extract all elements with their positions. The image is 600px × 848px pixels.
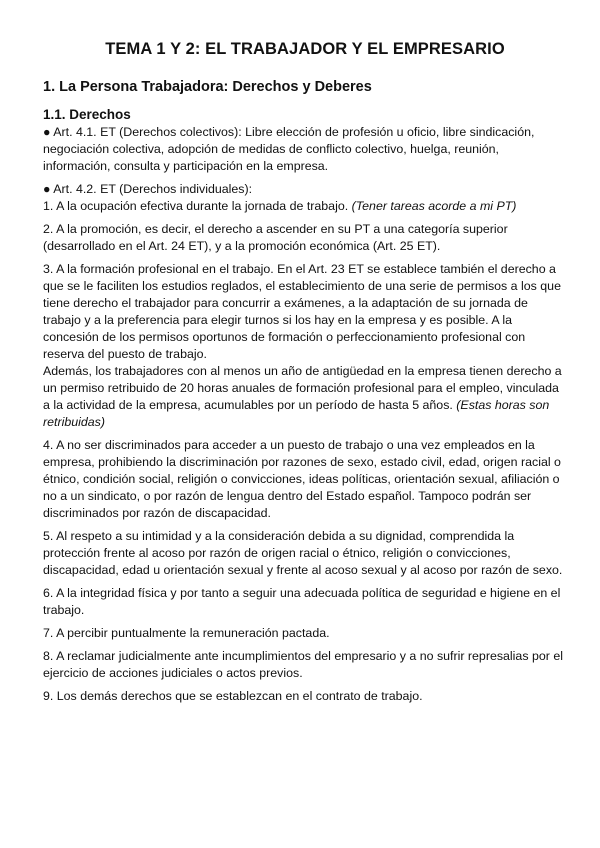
individual-rights-intro: ● Art. 4.2. ET (Derechos individuales):: [43, 182, 253, 196]
right-item-7: 7. A percibir puntualmente la remuneración pactada.: [43, 626, 330, 640]
right-item-1: [43, 198, 567, 215]
right-item-3-additional-note: (Estas horas son retribuidas): [43, 398, 550, 429]
right-item-3: 3. A la formación profesional en el trabajo. En el Art. 23 ET se establece también el derecho a que se le faciliten los estudios reglados, el establecimiento de una serie de permisos a los que tiene derecho el trabajador para concurrir a exámenes, a la adaptación de su jornada de trabajo y a la preferencia para elegir turnos si los hay en la empresa y es posible. A la concesión de los permisos oportunos de formación o perfeccionamiento profesional con reserva del puesto de trabajo.: [43, 262, 561, 361]
subsection-heading: 1.1. Derechos: [43, 107, 131, 122]
right-item-1-note: (Tener tareas acorde a mi PT): [351, 199, 517, 213]
right-item-3-additional-text: Además, los trabajadores con al menos un año de antigüedad en la empresa tienen derecho a un permiso retribuido de 20 horas anuales de formación profesional para el empleo, vinculada a la actividad de la empresa, acumulables por un período de hasta 5 años.: [43, 364, 562, 412]
right-item-3-additional: [43, 363, 567, 431]
document-title: TEMA 1 Y 2: EL TRABAJADOR Y EL EMPRESARIO: [105, 40, 505, 58]
document-page: [43, 40, 567, 711]
right-item-9: 9. Los demás derechos que se establezcan en el contrato de trabajo.: [43, 689, 423, 703]
collective-rights-paragraph: ● Art. 4.1. ET (Derechos colectivos): Libre elección de profesión u oficio, libre sindicación, negociación colectiva, adopción de medidas de conflicto colectivo, huelga, reunión, información, consulta y participación en la empresa.: [43, 125, 535, 173]
right-item-5: 5. Al respeto a su intimidad y a la consideración debida a su dignidad, comprendida la protección frente al acoso por razón de origen racial o étnico, religión o convicciones, discapacidad, edad u orientación sexual y frente al acoso sexual y al acoso por razón de sexo.: [43, 529, 563, 577]
right-item-8: 8. A reclamar judicialmente ante incumplimientos del empresario y a no sufrir represalias por el ejercicio de acciones judiciales o actos previos.: [43, 649, 563, 680]
right-item-6: 6. A la integridad física y por tanto a seguir una adecuada política de seguridad e higiene en el trabajo.: [43, 586, 561, 617]
right-item-2: 2. A la promoción, es decir, el derecho a ascender en su PT a una categoría superior (desarrollado en el Art. 24 ET), y a la promoción económica (Art. 25 ET).: [43, 222, 508, 253]
right-item-1-text: 1. A la ocupación efectiva durante la jornada de trabajo.: [43, 199, 352, 213]
section-heading: 1. La Persona Trabajadora: Derechos y Deberes: [43, 79, 372, 95]
right-item-4: 4. A no ser discriminados para acceder a un puesto de trabajo o una vez empleados en la empresa, prohibiendo la discriminación por razones de sexo, estado civil, edad, origen racial o étnico, condición social, religión o convicciones, ideas políticas, orientación sexual, afiliación o no a un sindicato, o por razón de lengua dentro del Estado español. Tampoco podrán ser discriminados por razón de discapacidad.: [43, 438, 561, 520]
